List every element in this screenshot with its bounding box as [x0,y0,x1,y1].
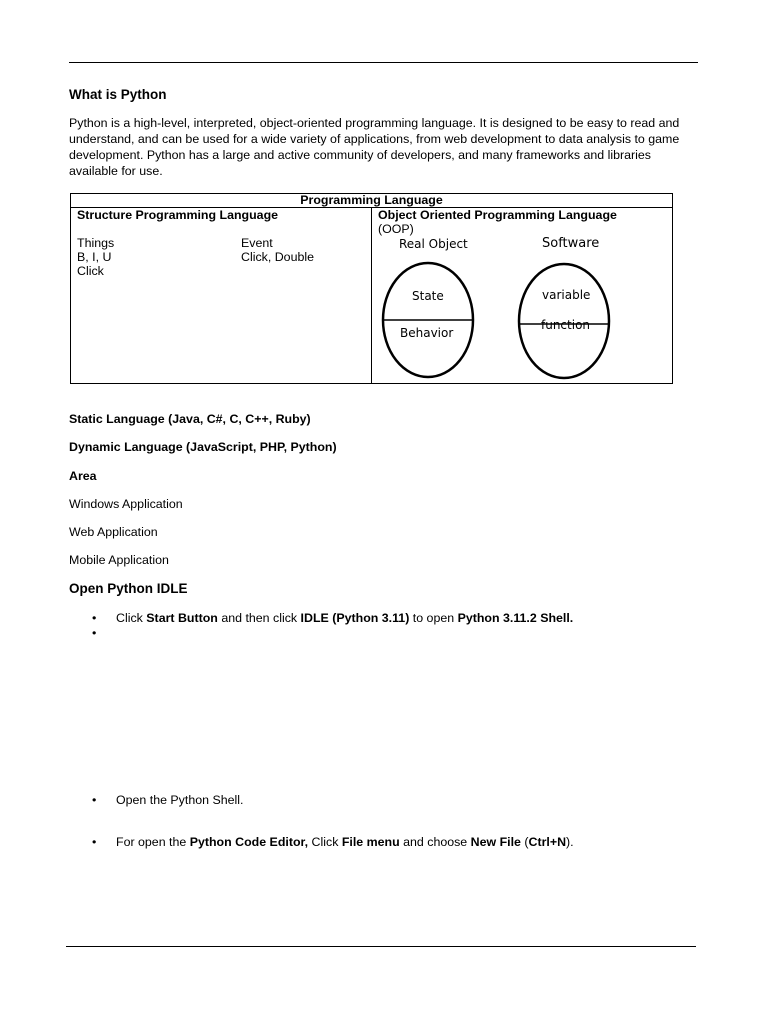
area-item-web: Web Application [69,525,158,539]
oop-subheading: (OOP) [378,222,414,236]
area-item-windows: Windows Application [69,497,183,511]
variable-label: variable [542,288,591,302]
event-label: Event [241,236,273,250]
step-open-editor: • For open the Python Code Editor, Click File menu and choose New File (Ctrl+N). [92,835,574,849]
area-heading: Area [69,469,97,483]
things-value: B, I, U [77,250,112,264]
bullet: • [92,626,97,640]
function-label: function [541,318,591,332]
table-title: Programming Language [71,194,673,208]
intro-paragraph: Python is a high-level, interpreted, object-oriented programming language. It is designed to be easy to read and understand, and can be used for a wide variety of applications, from web development to data analysis to game development. Python has a large and active community of developers, and many frameworks and libraries available for use. [69,116,680,178]
header-rule [69,62,698,63]
bullet: • [92,793,97,807]
programming-language-table [70,193,673,384]
structured-cell [71,208,372,384]
behavior-label: Behavior [400,326,454,340]
things-label: Things [77,236,115,250]
empty-bullet-item [92,626,116,640]
dynamic-language-line: Dynamic Language (JavaScript, PHP, Python) [69,440,337,454]
step-start-idle: • Click Start Button and then click IDLE (Python 3.11) to open Python 3.11.2 Shell. [92,611,574,625]
event-value: Click, Double [241,250,314,264]
state-label: State [412,289,444,303]
bullet: • [92,835,97,849]
oop-cell [372,208,673,384]
bullet: • [92,611,97,625]
structured-heading: Structure Programming Language [77,208,279,222]
section-heading-what-is-python: What is Python [69,87,167,102]
open-idle-heading: Open Python IDLE [69,581,188,596]
software-label: Software [542,236,600,251]
real-object-label: Real Object [399,237,468,251]
static-language-line: Static Language (Java, C#, C, C++, Ruby) [69,412,311,426]
things-click: Click [77,264,104,278]
oop-diagram [372,232,690,382]
step-open-shell: • Open the Python Shell. [92,793,244,807]
oop-heading: Object Oriented Programming Language [378,208,617,222]
footer-rule [66,946,696,947]
area-item-mobile: Mobile Application [69,553,169,567]
